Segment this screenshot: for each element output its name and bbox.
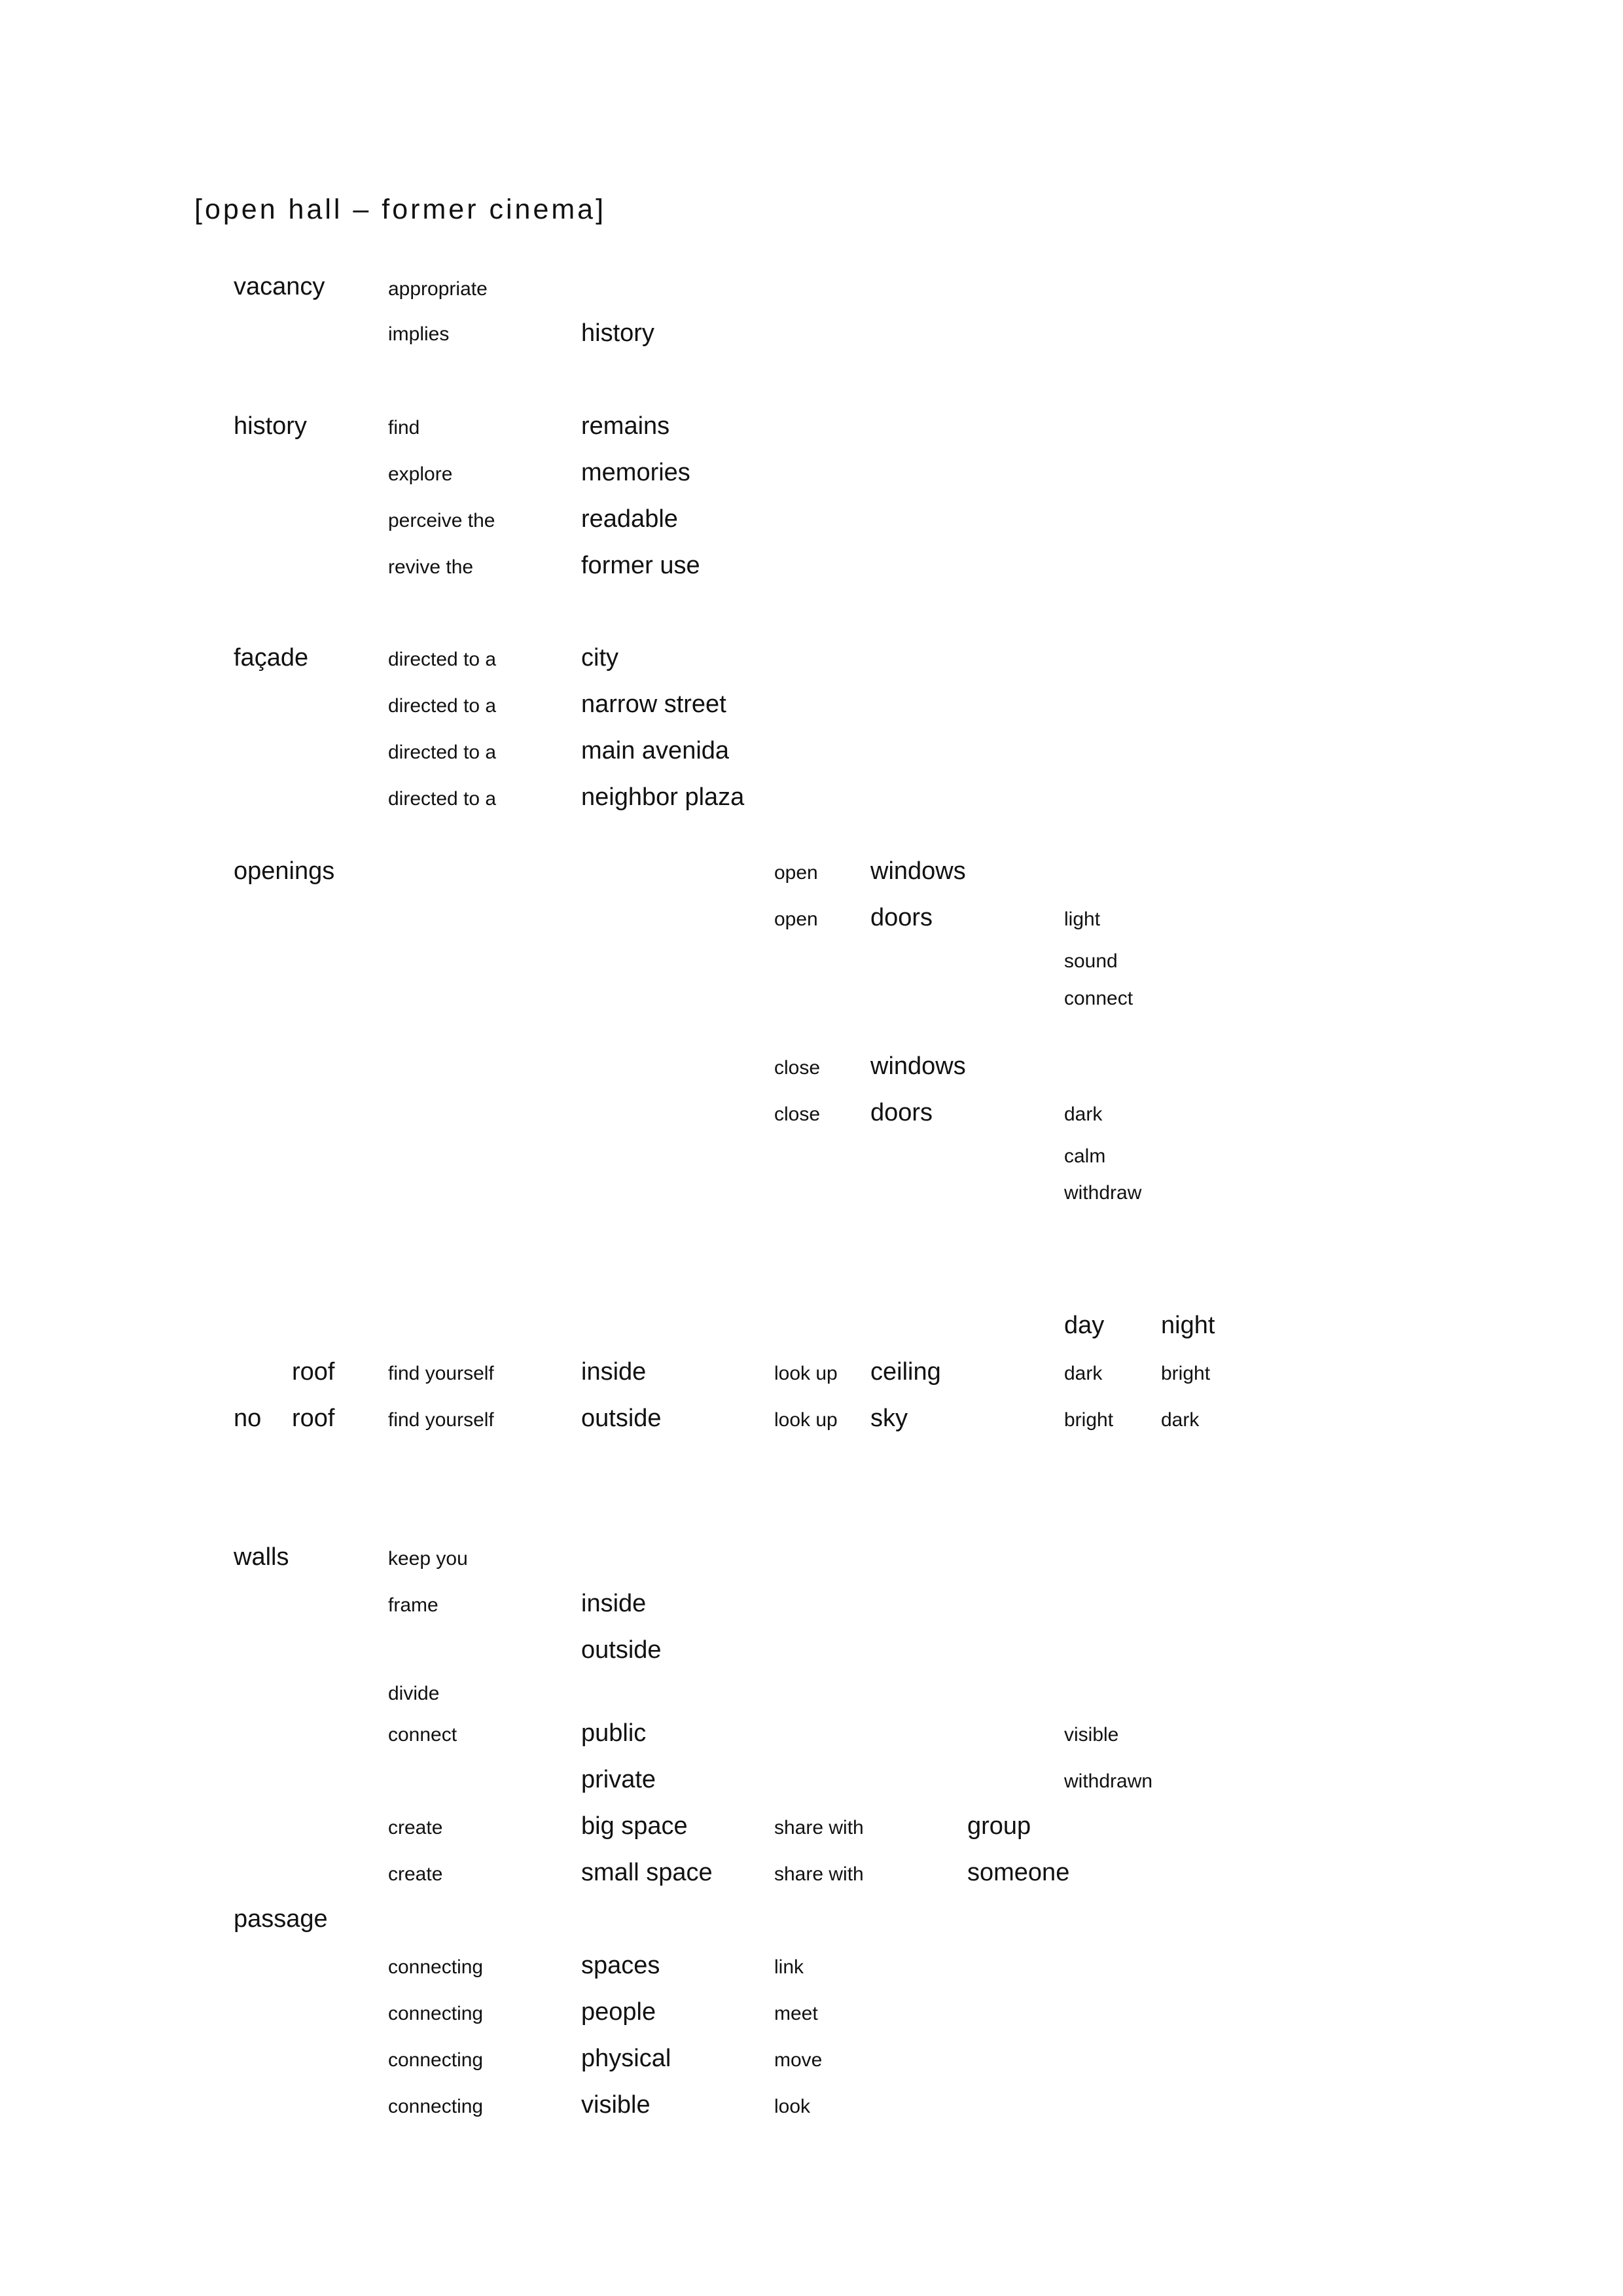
noun: doors xyxy=(870,1099,933,1126)
verb: connecting xyxy=(388,2096,484,2117)
verb: find yourself xyxy=(388,1363,494,1384)
noun: city xyxy=(581,644,618,672)
verb: explore xyxy=(388,463,453,485)
quality: dark xyxy=(1064,1363,1103,1384)
noun: public xyxy=(581,1719,647,1747)
verb: perceive the xyxy=(388,510,495,531)
verb: meet xyxy=(774,2003,818,2024)
quality: dark xyxy=(1161,1409,1200,1431)
noun: group xyxy=(967,1812,1031,1840)
verb: move xyxy=(774,2049,823,2071)
noun: outside xyxy=(581,1636,662,1664)
verb: link xyxy=(774,1956,804,1978)
noun: memories xyxy=(581,459,690,486)
term-openings: openings xyxy=(234,857,335,885)
noun: narrow street xyxy=(581,691,726,718)
verb: appropriate xyxy=(388,278,488,300)
verb: find xyxy=(388,417,420,439)
quality: dark xyxy=(1064,1103,1103,1125)
noun: people xyxy=(581,1998,656,2026)
verb: connect xyxy=(388,1724,457,1746)
quality: visible xyxy=(1064,1724,1119,1746)
verb: open xyxy=(774,862,818,884)
noun: small space xyxy=(581,1859,713,1886)
noun: inside xyxy=(581,1590,647,1617)
verb: open xyxy=(774,908,818,930)
verb: share with xyxy=(774,1817,864,1839)
noun: main avenida xyxy=(581,737,730,764)
noun: former use xyxy=(581,552,700,579)
header-night: night xyxy=(1161,1312,1215,1339)
verb: look up xyxy=(774,1363,838,1384)
quality: bright xyxy=(1064,1409,1114,1431)
verb: keep you xyxy=(388,1548,468,1570)
noun: sky xyxy=(870,1405,908,1432)
verb: create xyxy=(388,1863,443,1885)
term-roof: roof xyxy=(292,1405,335,1432)
noun: outside xyxy=(581,1405,662,1432)
verb: find yourself xyxy=(388,1409,494,1431)
verb: directed to a xyxy=(388,788,497,810)
term-vacancy: vacancy xyxy=(234,273,325,300)
quality: light xyxy=(1064,908,1101,930)
quality: withdraw xyxy=(1064,1182,1142,1204)
verb: connecting xyxy=(388,2003,484,2024)
noun: physical xyxy=(581,2045,671,2072)
noun: windows xyxy=(870,1052,966,1080)
page-title: [open hall – former cinema] xyxy=(194,194,607,225)
noun: visible xyxy=(581,2091,651,2119)
quality: calm xyxy=(1064,1145,1106,1167)
verb: directed to a xyxy=(388,695,497,717)
verb: look up xyxy=(774,1409,838,1431)
noun: readable xyxy=(581,505,678,533)
verb: close xyxy=(774,1103,821,1125)
noun: history xyxy=(581,319,654,347)
verb: connecting xyxy=(388,2049,484,2071)
verb: divide xyxy=(388,1683,440,1704)
noun: doors xyxy=(870,904,933,931)
noun: private xyxy=(581,1766,656,1793)
noun: big space xyxy=(581,1812,688,1840)
verb: directed to a xyxy=(388,649,497,670)
noun: windows xyxy=(870,857,966,885)
noun: remains xyxy=(581,412,670,440)
verb: revive the xyxy=(388,556,474,578)
term-facade: façade xyxy=(234,644,309,672)
verb: create xyxy=(388,1817,443,1839)
verb: look xyxy=(774,2096,811,2117)
verb: connecting xyxy=(388,1956,484,1978)
term-walls: walls xyxy=(234,1543,289,1571)
verb: directed to a xyxy=(388,742,497,763)
noun: spaces xyxy=(581,1952,660,1979)
verb: frame xyxy=(388,1594,438,1616)
term-history: history xyxy=(234,412,307,440)
quality: withdrawn xyxy=(1064,1770,1153,1792)
verb: implies xyxy=(388,323,450,345)
quality: bright xyxy=(1161,1363,1211,1384)
noun: ceiling xyxy=(870,1358,941,1386)
noun: someone xyxy=(967,1859,1070,1886)
header-day: day xyxy=(1064,1312,1105,1339)
noun: neighbor plaza xyxy=(581,783,745,811)
quality: connect xyxy=(1064,988,1133,1009)
term-passage: passage xyxy=(234,1905,328,1933)
verb: close xyxy=(774,1057,821,1079)
quality: sound xyxy=(1064,950,1118,972)
term-no: no xyxy=(234,1405,262,1432)
verb: share with xyxy=(774,1863,864,1885)
noun: inside xyxy=(581,1358,647,1386)
term-roof: roof xyxy=(292,1358,335,1386)
